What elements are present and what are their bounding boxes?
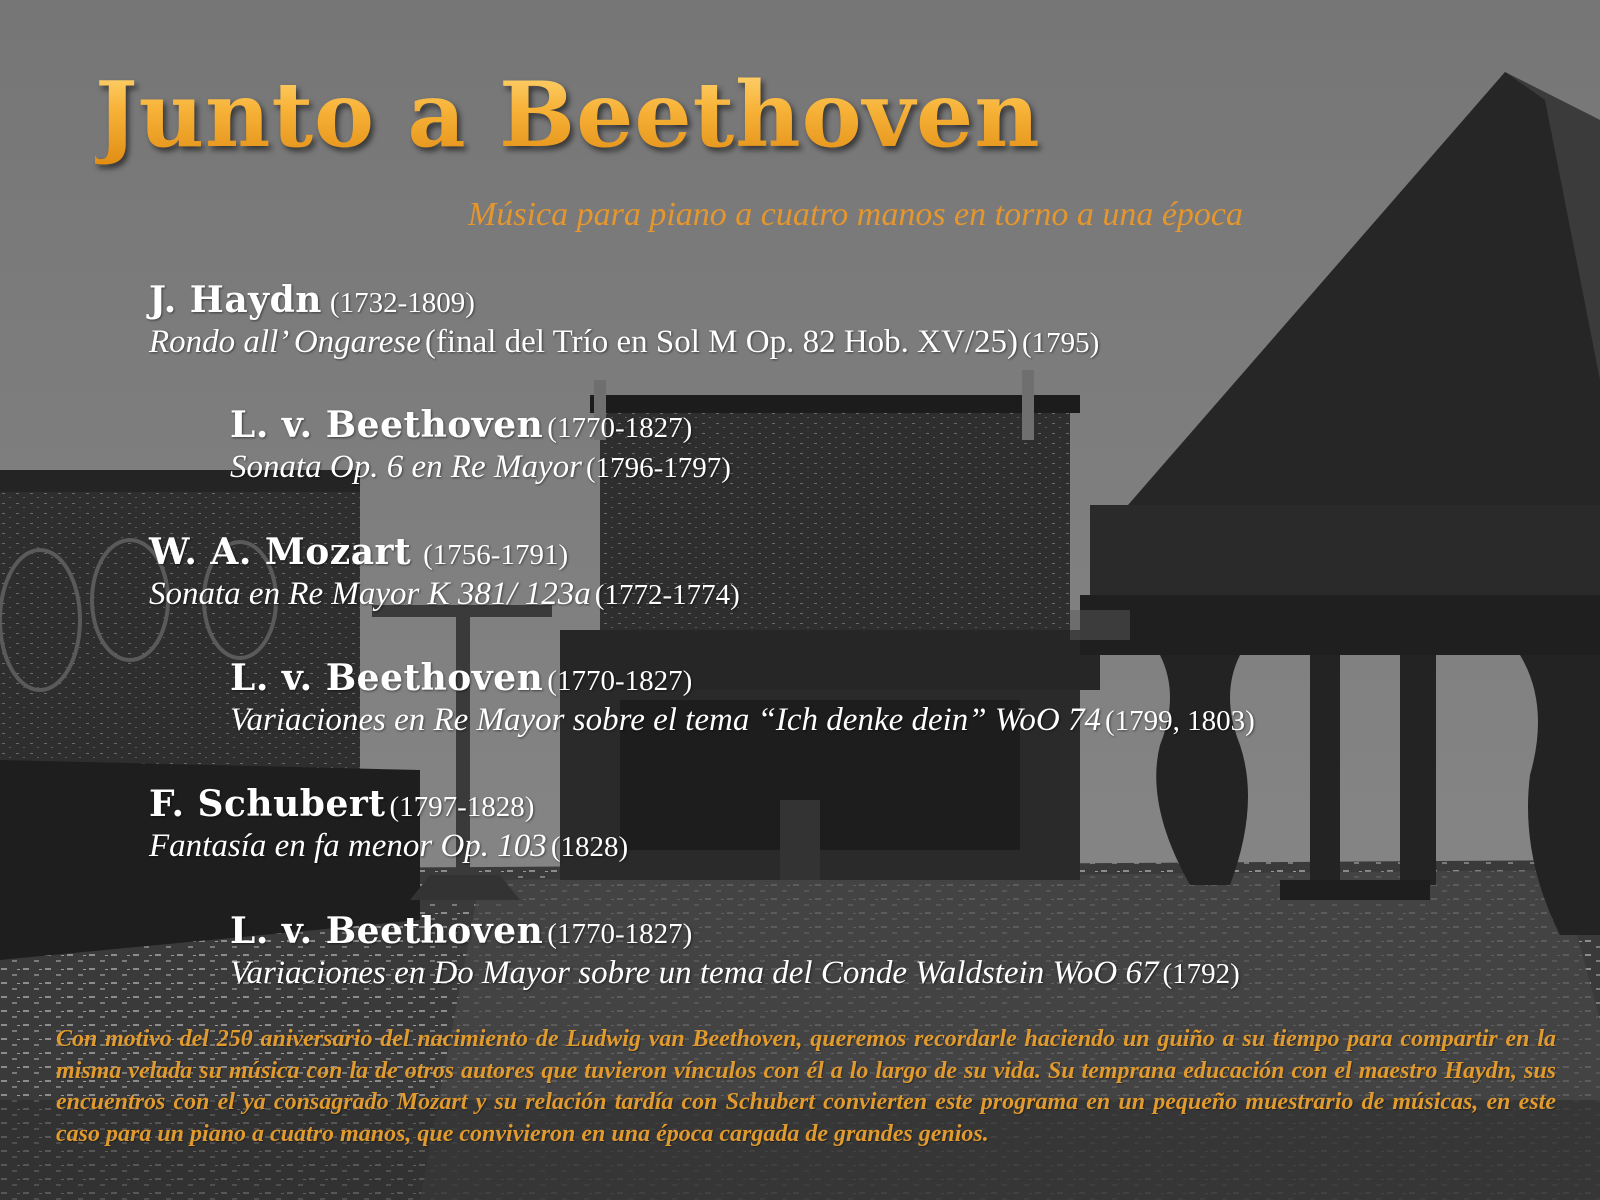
composer-dates: (1732-1809): [329, 287, 475, 319]
work-title: Sonata Op. 6 en Re Mayor: [230, 449, 582, 485]
work-title: Rondo all’ Ongarese: [149, 324, 421, 360]
program-entry-haydn: [149, 279, 1099, 363]
program-entry-beethoven-woo67: [230, 910, 1240, 994]
composer-name: L. v. Beethoven: [230, 910, 544, 952]
composer-dates: (1770-1827): [547, 918, 693, 950]
composer-dates: (1756-1791): [423, 539, 569, 571]
program-description: Con motivo del 250 aniversario del nacimiento de Ludwig van Beethoven, queremos recordarle haciendo un guiño a su tiempo para compartir en la misma velada su música con la de otros autores que tuvieron vínculos con él a lo largo de su vida. Su temprana educación con el maestro Haydn, sus encuentros con el ya consagrado Mozart y su relación tardía con Schubert convierten este programa en un pequeño muestrario de músicas, en este caso para un piano a cuatro manos, que convivieron en una época cargada de grandes genios.: [56, 1026, 1556, 1147]
work-dates: (1828): [550, 831, 629, 863]
composer-name: J. Haydn: [149, 279, 322, 321]
page-subtitle: Música para piano a cuatro manos en torno a una época: [468, 196, 1244, 233]
work-title: Variaciones en Re Mayor sobre el tema “Ich denke dein” WoO 74: [230, 702, 1101, 738]
work-detail: (final del Trío en Sol M Op. 82 Hob. XV/25): [424, 324, 1019, 360]
composer-name: F. Schubert: [149, 783, 386, 825]
composer-dates: (1770-1827): [547, 412, 693, 444]
work-dates: (1792): [1162, 958, 1240, 990]
work-title: Fantasía en fa menor Op. 103: [149, 828, 547, 864]
composer-dates: (1770-1827): [547, 665, 693, 697]
work-title: Variaciones en Do Mayor sobre un tema del Conde Waldstein WoO 67: [230, 955, 1159, 991]
composer-dates: (1797-1828): [389, 791, 535, 823]
work-title: Sonata en Re Mayor K 381/ 123a: [149, 576, 591, 612]
work-dates: (1795): [1022, 327, 1100, 359]
work-dates: (1772-1774): [594, 579, 740, 611]
program-entry-beethoven-woo74: [230, 657, 1255, 741]
composer-name: L. v. Beethoven: [230, 657, 544, 699]
program-entry-mozart: [149, 531, 740, 615]
composer-name: L. v. Beethoven: [230, 404, 544, 446]
composer-name: W. A. Mozart: [149, 531, 412, 573]
page-title: Junto a Beethoven: [95, 62, 1041, 168]
work-dates: (1799, 1803): [1104, 705, 1255, 737]
program-entry-beethoven-op6: [230, 404, 731, 488]
program-entry-schubert: [149, 783, 628, 867]
work-dates: (1796-1797): [585, 452, 731, 484]
